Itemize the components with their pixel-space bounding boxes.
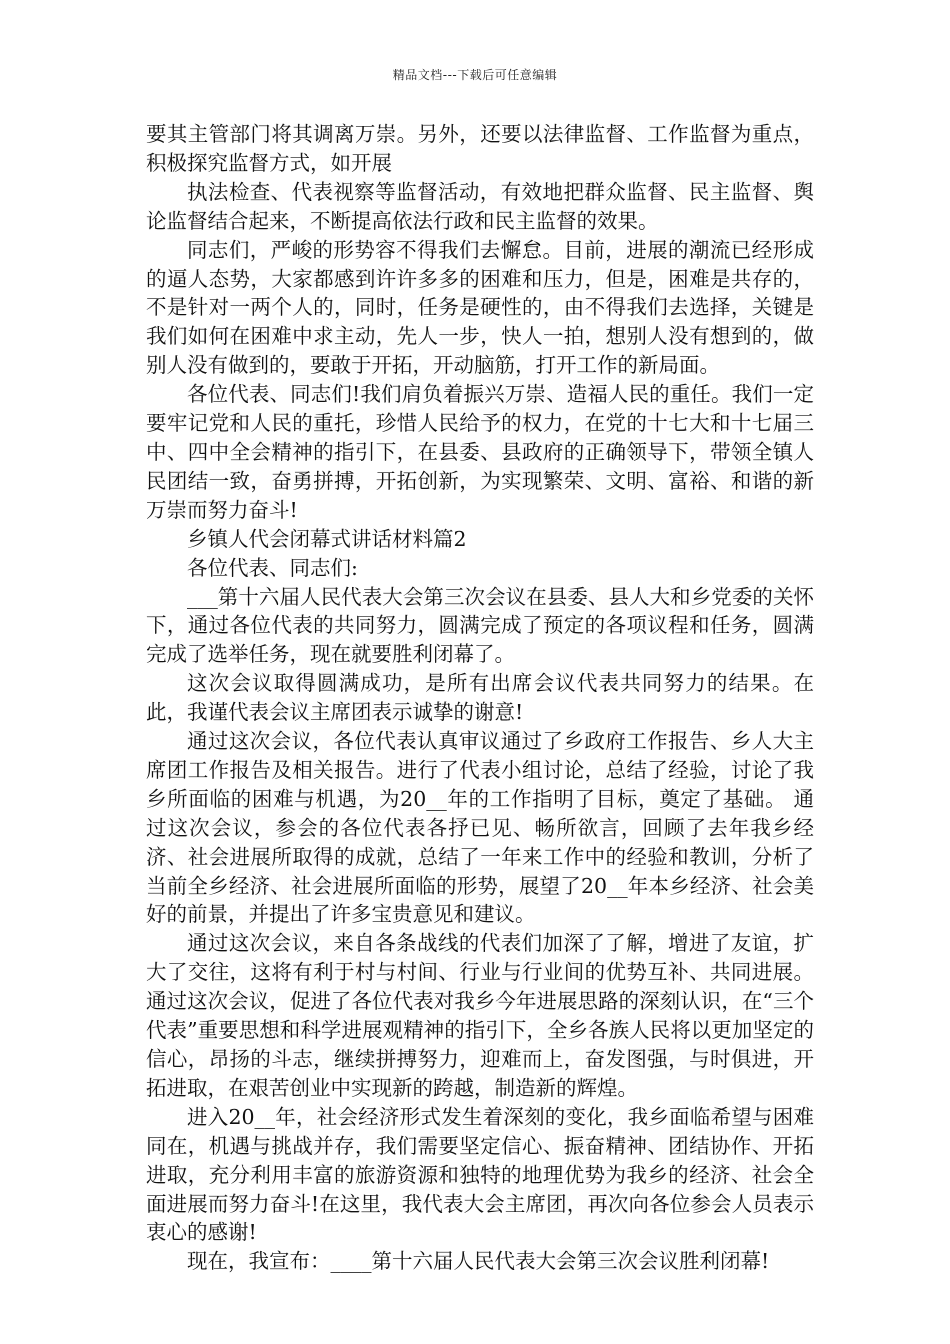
paragraph: 这次会议取得圆满成功，是所有出席会议代表共同努力的结果。在此，我谨代表会议主席团表示诚挚的谢意!	[146, 671, 814, 725]
paragraph: 通过这次会议，来自各条战线的代表们加深了了解，增进了友谊，扩大了交往，这将有利于村与村间、行业与行业间的优势互补、共同进展。 通过这次会议，促进了各位代表对我乡今年进展思路的深刻认识，在“三个代表”重要思想和科学进展观精神的指引下，全乡各族人民将以更加坚定的信心，昂扬的斗志，继续拼搏努力，迎难而上，奋发图强，与时俱进，开拓进取，在艰苦创业中实现新的跨越，制造新的辉煌。	[146, 931, 814, 1100]
paragraph: 通过这次会议，各位代表认真审议通过了乡政府工作报告、乡人大主席团工作报告及相关报告。进行了代表小组讨论，总结了经验，讨论了我乡所面临的困难与机遇，为20__年的工作指明了目标，奠定了基础。 通过这次会议，参会的各位代表各抒已见、畅所欲言，回顾了去年我乡经济、社会进展所取得的成就，总结了一年来工作中的经验和教训，分析了当前全乡经济、社会进展所面临的形势，展望了20__年本乡经济、社会美好的前景，并提出了许多宝贵意见和建议。	[146, 729, 814, 927]
paragraph: 各位代表、同志们!我们肩负着振兴万崇、造福人民的重任。我们一定要牢记党和人民的重托，珍惜人民给予的权力，在党的十七大和十七届三中、四中全会精神的指引下，在县委、县政府的正确领导下，带领全镇人民团结一致，奋勇拼搏，开拓创新，为实现繁荣、文明、富裕、和谐的新万崇而努力奋斗!	[146, 382, 814, 522]
paragraph: 要其主管部门将其调离万崇。另外，还要以法律监督、工作监督为重点，积极探究监督方式，如开展	[146, 122, 814, 175]
paragraph: 同志们，严峻的形势容不得我们去懈怠。目前，进展的潮流已经形成的逼人态势，大家都感到许许多多的困难和压力，但是，困难是共存的，不是针对一两个人的，同时，任务是硬性的，由不得我们去选择，关键是我们如何在困难中求主动，先人一步，快人一拍，想别人没有想到的，做别人没有做到的，要敢于开拓，开动脑筋，打开工作的新局面。	[146, 237, 814, 378]
page-header: 精品文档---下载后可任意编辑	[392, 68, 558, 82]
document-body	[146, 120, 814, 1276]
paragraph: 执法检查、代表视察等监督活动，有效地把群众监督、民主监督、舆论监督结合起来，不断提高依法行政和民主监督的效果。	[146, 179, 814, 233]
paragraph: 现在，我宣布：____第十六届人民代表大会第三次会议胜利闭幕!	[187, 1249, 770, 1274]
paragraph: 各位代表、同志们:	[187, 555, 358, 580]
paragraph: 乡镇人代会闭幕式讲话材料篇2	[187, 526, 467, 551]
paragraph: 进入20__年，社会经济形式发生着深刻的变化，我乡面临希望与困难同在，机遇与挑战并存，我们需要坚定信心、振奋精神、团结协作、开拓进取，充分利用丰富的旅游资源和独特的地理优势为我乡的经济、社会全面进展而努力奋斗!在这里，我代表大会主席团，再次向各位参会人员表示衷心的感谢!	[146, 1104, 814, 1245]
paragraph: ___第十六届人民代表大会第三次会议在县委、县人大和乡党委的关怀下，通过各位代表的共同努力，圆满完成了预定的各项议程和任务，圆满完成了选举任务，现在就要胜利闭幕了。	[146, 584, 814, 667]
